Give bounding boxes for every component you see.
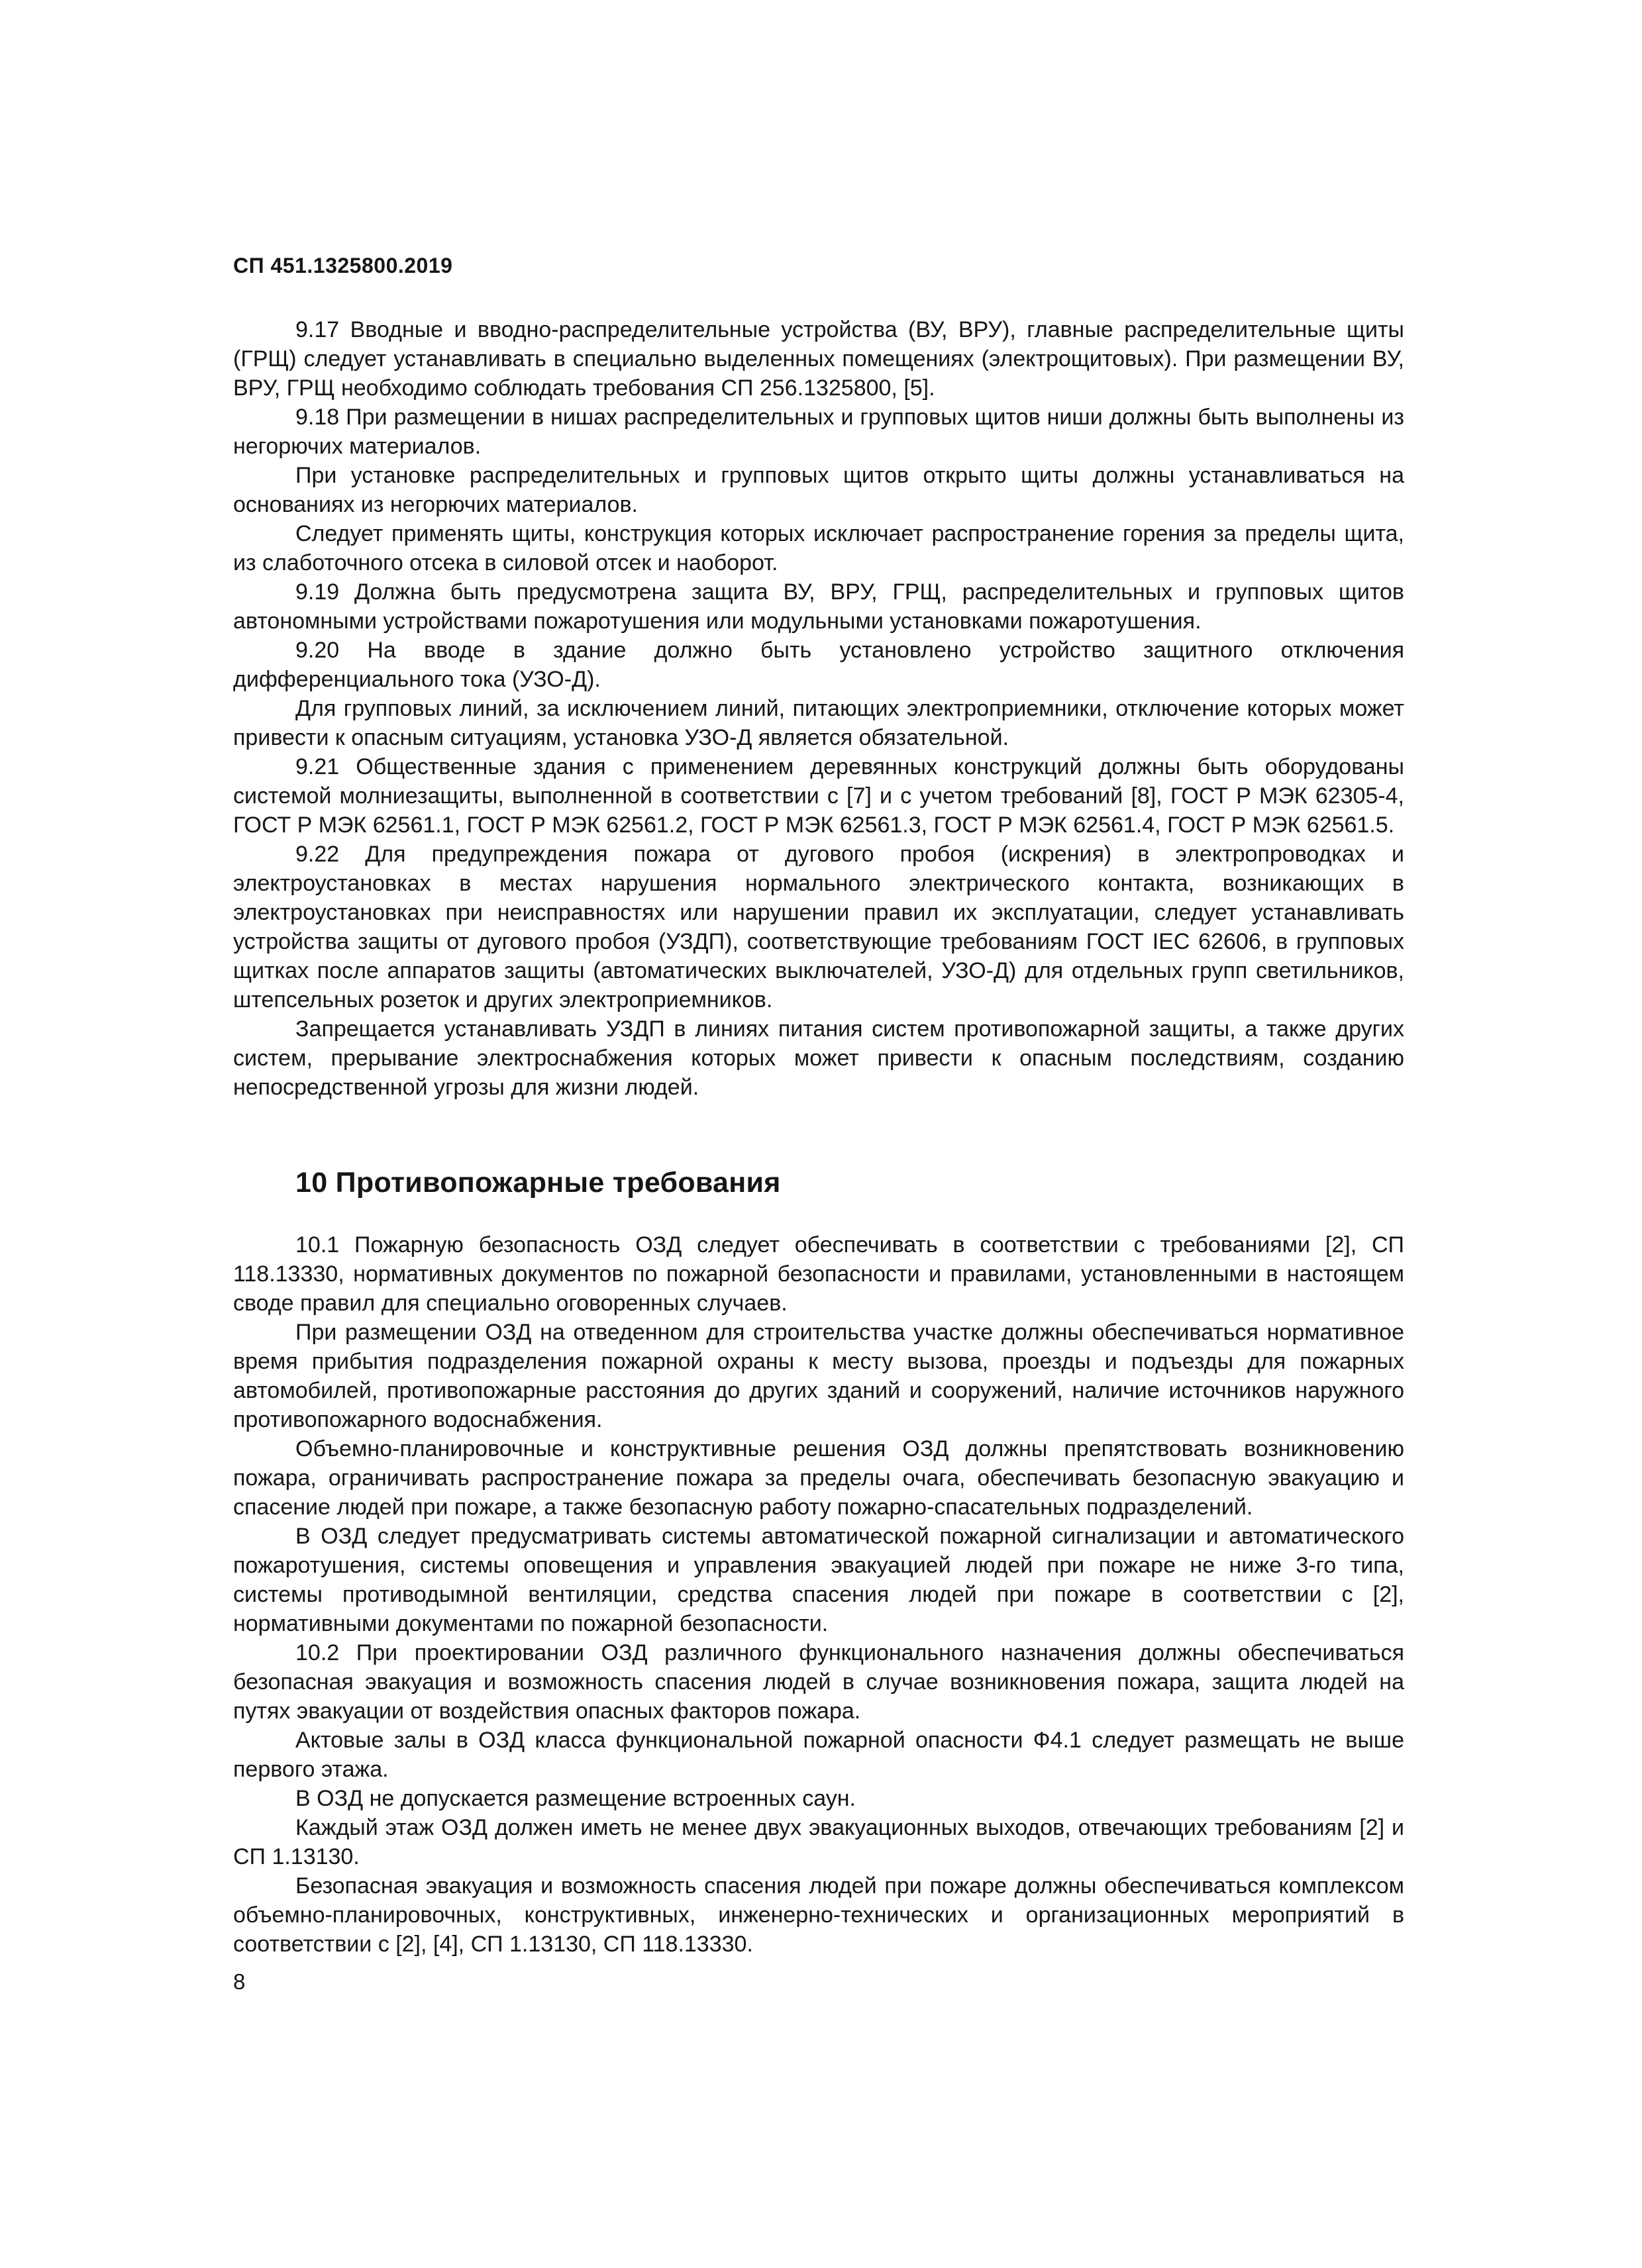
section-9-body bbox=[233, 315, 1404, 1102]
paragraph-9-22: 9.22 Для предупреждения пожара от дугового пробоя (искрения) в электропроводках и электроустановках в местах нарушения нормального электрического контакта, возникающих в электроустановках при неисправностях или нарушении правил их эксплуатации, следует устанавливать устройства защиты от дугового пробоя (УЗДП), соответствующие требованиям ГОСТ IEC 62606, в групповых щитках после аппаратов защиты (автоматических выключателей, УЗО-Д) для отдельных групп светильников, штепсельных розеток и других электроприемников. bbox=[233, 842, 1404, 1012]
section-10-heading: 10 Противопожарные требования bbox=[295, 1167, 781, 1199]
paragraph: Каждый этаж ОЗД должен иметь не менее двух эвакуационных выходов, отвечающих требованиям [2] и СП 1.13130. bbox=[233, 1815, 1404, 1869]
paragraph-9-19: 9.19 Должна быть предусмотрена защита ВУ, ВРУ, ГРЩ, распределительных и групповых щитов автономными устройствами пожаротушения или модульными установками пожаротушения. bbox=[233, 579, 1404, 634]
section-10-body bbox=[233, 1230, 1404, 1959]
paragraph-9-18: 9.18 При размещении в нишах распределительных и групповых щитов ниши должны быть выполнены из негорючих материалов. bbox=[233, 405, 1404, 459]
paragraph: Следует применять щиты, конструкция которых исключает распространение горения за пределы щита, из слаботочного отсека в силовой отсек и наоборот. bbox=[233, 521, 1404, 575]
paragraph: В ОЗД следует предусматривать системы автоматической пожарной сигнализации и автоматического пожаротушения, системы оповещения и управления эвакуацией людей при пожаре не ниже 3-го типа, системы противодымной вентиляции, средства спасения людей при пожаре в соответствии с [2], нормативными документами по пожарной безопасности. bbox=[233, 1524, 1404, 1636]
paragraph: При размещении ОЗД на отведенном для строительства участке должны обеспечиваться нормативное время прибытия подразделения пожарной охраны к месту вызова, проезды и подъезды для пожарных автомобилей, противопожарные расстояния до других зданий и сооружений, наличие источников наружного противопожарного водоснабжения. bbox=[233, 1320, 1404, 1432]
paragraph: Безопасная эвакуация и возможность спасения людей при пожаре должны обеспечиваться комплексом объемно-планировочных, конструктивных, инженерно-технических и организационных мероприятий в соответствии с [2], [4], СП 1.13130, СП 118.13330. bbox=[233, 1873, 1404, 1957]
document-code: СП 451.1325800.2019 bbox=[233, 254, 453, 277]
paragraph: Запрещается устанавливать УЗДП в линиях питания систем противопожарной защиты, а также других систем, прерывание электроснабжения которых может привести к опасным последствиям, созданию непосредственной угрозы для жизни людей. bbox=[233, 1016, 1404, 1100]
paragraph: При установке распределительных и групповых щитов открыто щиты должны устанавливаться на основаниях из негорючих материалов. bbox=[233, 463, 1404, 517]
paragraph-9-20: 9.20 На вводе в здание должно быть установлено устройство защитного отключения дифференциального тока (УЗО-Д). bbox=[233, 638, 1404, 692]
page-number: 8 bbox=[233, 1969, 246, 1994]
paragraph-9-17: 9.17 Вводные и вводно-распределительные устройства (ВУ, ВРУ), главные распределительные щиты (ГРЩ) следует устанавливать в специально выделенных помещениях (электрощитовых). При размещении ВУ, ВРУ, ГРЩ необходимо соблюдать требования СП 256.1325800, [5]. bbox=[233, 317, 1404, 401]
paragraph-9-21: 9.21 Общественные здания с применением деревянных конструкций должны быть оборудованы системой молниезащиты, выполненной в соответствии с [7] и с учетом требований [8], ГОСТ Р МЭК 62305-4, ГОСТ Р МЭК 62561.1, ГОСТ Р МЭК 62561.2, ГОСТ Р МЭК 62561.3, ГОСТ Р МЭК 62561.4, ГОСТ Р МЭК 62561.5. bbox=[233, 754, 1404, 838]
paragraph-10-2: 10.2 При проектировании ОЗД различного функционального назначения должны обеспечиваться безопасная эвакуация и возможность спасения людей в случае возникновения пожара, защита людей на путях эвакуации от воздействия опасных факторов пожара. bbox=[233, 1640, 1404, 1724]
paragraph: В ОЗД не допускается размещение встроенных саун. bbox=[295, 1786, 856, 1811]
paragraph: Для групповых линий, за исключением линий, питающих электроприемники, отключение которых может привести к опасным ситуациям, установка УЗО-Д является обязательной. bbox=[233, 696, 1404, 750]
paragraph: Объемно-планировочные и конструктивные решения ОЗД должны препятствовать возникновению пожара, ограничивать распространение пожара за пределы очага, обеспечивать безопасную эвакуацию и спасение людей при пожаре, а также безопасную работу пожарно-спасательных подразделений. bbox=[233, 1436, 1404, 1520]
paragraph: Актовые залы в ОЗД класса функциональной пожарной опасности Ф4.1 следует размещать не выше первого этажа. bbox=[233, 1728, 1404, 1782]
paragraph-10-1: 10.1 Пожарную безопасность ОЗД следует обеспечивать в соответствии с требованиями [2], СП 118.13330, нормативных документов по пожарной безопасности и правилами, установленными в настоящем своде правил для специально оговоренных случаев. bbox=[233, 1232, 1404, 1316]
